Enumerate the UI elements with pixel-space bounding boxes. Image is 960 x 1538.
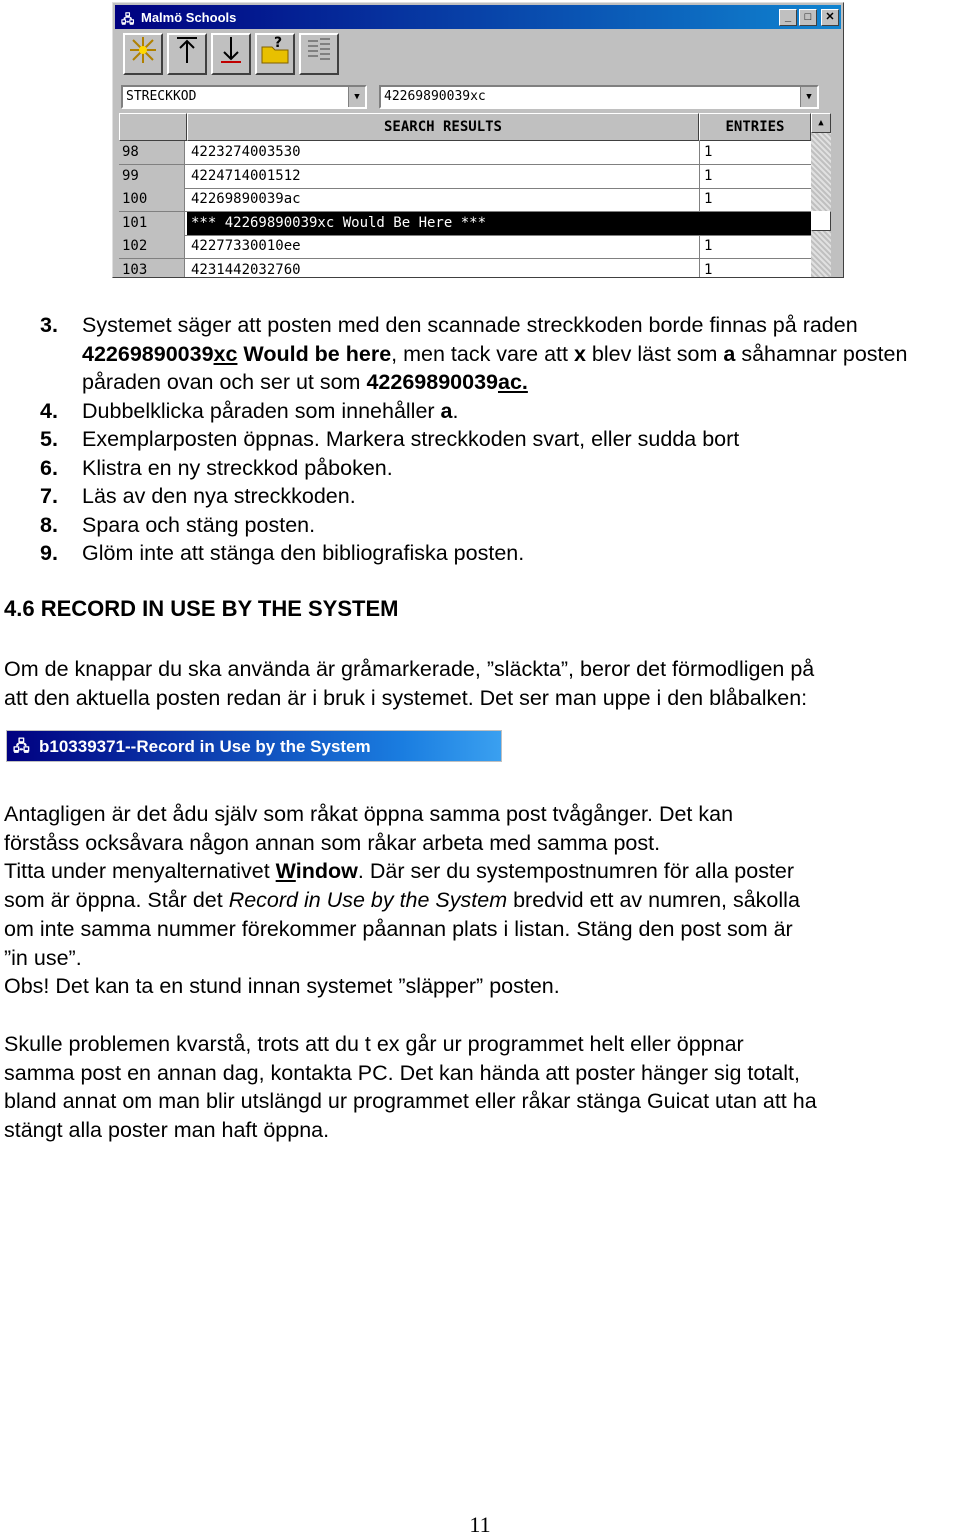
row-number: 103 bbox=[119, 259, 185, 278]
scroll-up-icon[interactable]: ▲ bbox=[811, 113, 831, 133]
step-number: 4. bbox=[40, 398, 58, 423]
document-arrow-icon[interactable] bbox=[299, 33, 339, 75]
result-cell: 4224714001512 bbox=[191, 167, 301, 184]
minimize-button[interactable]: _ bbox=[779, 9, 797, 26]
step-text: Dubbelklicka påraden som innehåller bbox=[82, 398, 441, 423]
table-row[interactable] bbox=[119, 141, 811, 165]
text-line: bredvid ett av numren, såkolla bbox=[507, 888, 800, 913]
folder-question-icon[interactable] bbox=[255, 33, 295, 75]
results-grid bbox=[119, 113, 831, 278]
table-row[interactable] bbox=[119, 165, 811, 189]
step-number: 5. bbox=[40, 427, 58, 451]
dropdown-arrow-icon[interactable]: ▼ bbox=[800, 87, 817, 107]
arrow-up-to-top-icon[interactable] bbox=[167, 33, 207, 75]
table-row[interactable] bbox=[119, 235, 811, 259]
step-3 bbox=[40, 311, 960, 397]
result-cell: 4223274003530 bbox=[191, 144, 301, 160]
step-text: Exemplarposten öppnas. Markera streckkoden svart, eller sudda bort bbox=[82, 427, 740, 451]
barcode-suffix: xc bbox=[213, 341, 238, 366]
entries-cell bbox=[699, 212, 811, 235]
step-number: 7. bbox=[40, 484, 58, 508]
svg-text:?: ? bbox=[274, 35, 283, 51]
window-menu-mnemonic: W bbox=[275, 859, 296, 884]
row-number-header bbox=[119, 113, 187, 141]
maximize-button[interactable]: □ bbox=[799, 9, 817, 26]
text-line: att den aktuella posten redan är i bruk i systemet. Det ser man uppe i den blåbalken: bbox=[4, 685, 808, 710]
entries-cell: 1 bbox=[699, 165, 811, 188]
row-number: 102 bbox=[119, 235, 185, 258]
step-number: 9. bbox=[40, 541, 58, 565]
step-9 bbox=[40, 539, 960, 568]
contact-paragraph bbox=[4, 1030, 960, 1145]
dropdown-arrow-icon[interactable]: ▼ bbox=[348, 87, 365, 107]
step-text: Läs av den nya streckkoden. bbox=[82, 484, 356, 508]
text-line: förståss ocksåvara någon annan som råkar arbeta med samma post. bbox=[4, 830, 661, 855]
row-number: 98 bbox=[119, 141, 185, 164]
instruction-steps bbox=[40, 311, 960, 568]
result-cell: 4231442032760 bbox=[191, 262, 301, 278]
result-cell: 42277330010ee bbox=[191, 238, 301, 255]
step-7 bbox=[40, 482, 960, 511]
search-input-value: 42269890039xc bbox=[384, 89, 486, 104]
step-text: . bbox=[452, 398, 459, 423]
window-menu-name: indow bbox=[295, 859, 358, 884]
step-text: blev läst som bbox=[585, 341, 724, 366]
text-line: Skulle problemen kvarstå, trots att du t ex går ur programmet helt eller öppnar bbox=[4, 1032, 744, 1056]
page-number: 11 bbox=[469, 1512, 491, 1537]
barcode-prefix: 42269890039 bbox=[82, 341, 214, 366]
record-in-use-titlebar bbox=[6, 730, 502, 762]
step-number: 6. bbox=[40, 455, 58, 480]
step-number: 8. bbox=[40, 512, 58, 537]
step-text: Klistra en ny streckkod påboken. bbox=[82, 455, 393, 480]
text-line: Obs! Det kan ta en stund innan systemet ”släpper” posten. bbox=[4, 974, 560, 999]
step-text: Glöm inte att stänga den bibliografiska posten. bbox=[82, 541, 525, 565]
entries-cell: 1 bbox=[699, 235, 811, 258]
window-titlebar bbox=[115, 5, 841, 29]
entries-cell: 1 bbox=[699, 259, 811, 278]
text-line: om inte samma nummer förekommer påannan plats i listan. Stäng den post som är bbox=[4, 916, 793, 941]
text-line: Antagligen är det ådu själv som råkat öppna samma post tvågånger. Det kan bbox=[4, 802, 734, 826]
step-number: 3. bbox=[40, 313, 58, 337]
close-button[interactable]: ✕ bbox=[821, 9, 839, 26]
barcode-suffix: ac. bbox=[497, 370, 528, 394]
row-number: 101 bbox=[119, 212, 185, 235]
text-line: ”in use”. bbox=[4, 945, 82, 970]
result-cell: 42269890039ac bbox=[191, 191, 301, 208]
step-4 bbox=[40, 397, 960, 426]
step-text: Spara och stäng posten. bbox=[82, 512, 316, 537]
row-number: 100 bbox=[119, 188, 185, 211]
text-line: . Där ser du systempostnumren för alla poster bbox=[357, 859, 795, 884]
letter-x: x bbox=[573, 341, 586, 366]
letter-a: a bbox=[440, 398, 453, 423]
step-5 bbox=[40, 425, 960, 454]
search-input[interactable] bbox=[379, 85, 819, 109]
entries-header[interactable]: ENTRIES bbox=[699, 113, 811, 141]
step-text: , men tack vare att bbox=[391, 341, 574, 366]
field-select[interactable] bbox=[121, 85, 367, 109]
text-line: Titta under menyalternativet bbox=[4, 859, 276, 884]
search-results-header[interactable]: SEARCH RESULTS bbox=[187, 113, 699, 141]
record-in-use-phrase: Record in Use by the System bbox=[228, 888, 508, 913]
table-row[interactable] bbox=[119, 259, 811, 278]
titlebar-text: b10339371--Record in Use by the System bbox=[39, 737, 371, 756]
scroll-thumb[interactable] bbox=[811, 211, 831, 231]
step-text: såhamnar posten påraden ovan och ser ut som bbox=[82, 341, 908, 394]
explanation-paragraph bbox=[4, 800, 960, 1001]
text-line: samma post en annan dag, kontakta PC. Det kan hända att poster hänger sig totalt, bbox=[4, 1060, 800, 1085]
vertical-scrollbar[interactable] bbox=[811, 113, 831, 278]
result-cell: *** 42269890039xc Would Be Here *** bbox=[187, 212, 703, 235]
arrow-down-icon[interactable] bbox=[211, 33, 251, 75]
app-icon: 🖧 bbox=[121, 12, 135, 26]
entries-cell: 1 bbox=[699, 141, 811, 164]
app-icon: 🖧 bbox=[13, 738, 30, 755]
barcode-prefix: 42269890039 bbox=[366, 370, 498, 394]
letter-a: a bbox=[723, 341, 736, 366]
entries-cell: 1 bbox=[699, 188, 811, 211]
text-line: som är öppna. Står det bbox=[4, 888, 229, 913]
field-select-value: STRECKKOD bbox=[126, 89, 197, 104]
table-row[interactable] bbox=[119, 188, 811, 212]
text-line: Om de knappar du ska använda är gråmarkerade, ”släckta”, beror det förmodligen på bbox=[4, 657, 815, 681]
step-text: Systemet säger att posten med den scannade streckkoden borde finnas på raden bbox=[82, 313, 858, 337]
intro-paragraph bbox=[4, 655, 960, 712]
would-be-here: Would be here bbox=[237, 341, 392, 366]
text-line: bland annat om man blir utslängd ur programmet eller råkar stänga Guicat utan att ha bbox=[4, 1089, 817, 1114]
sparkle-icon[interactable] bbox=[123, 33, 163, 75]
window-title: Malmö Schools bbox=[141, 10, 237, 25]
step-6 bbox=[40, 454, 960, 483]
table-row[interactable] bbox=[119, 212, 811, 236]
section-heading: 4.6 RECORD IN USE BY THE SYSTEM bbox=[4, 596, 399, 621]
text-line: stängt alla poster man haft öppna. bbox=[4, 1118, 330, 1143]
step-8 bbox=[40, 511, 960, 540]
row-number: 99 bbox=[119, 165, 185, 188]
screenshot-window bbox=[112, 2, 844, 278]
